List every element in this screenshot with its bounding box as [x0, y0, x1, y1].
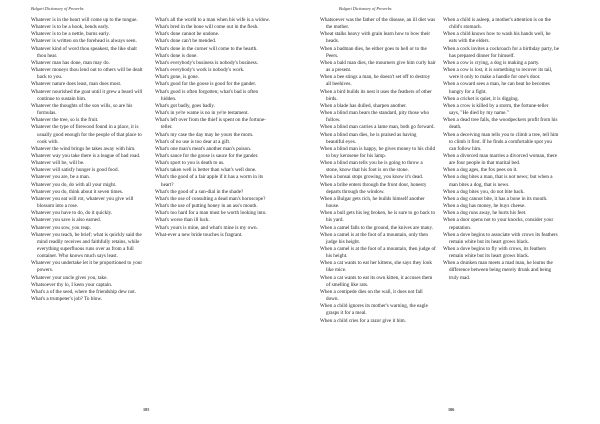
proverb-entry: Whatever is to be a hook, bends early. [31, 24, 110, 31]
running-head: Bulgari Dictionary of Proverbs [339, 6, 392, 11]
proverb-entry: Whatever you sow, you reap. [31, 224, 91, 231]
proverb-entry: What's the use of putting honey in an ass's mouth. [155, 203, 258, 210]
proverb-entry: What's one man's meat's another man's poison. [155, 145, 252, 152]
proverb-entry: When a bribe enters through the front door, honesty departs through the window. [320, 181, 427, 195]
proverb-entry: When a Bulgar gets rich, he builds himself another house. [320, 195, 425, 210]
proverb-entry: When a dead tree falls, the woodpeckers profit from his death. [443, 117, 558, 131]
proverb-entry: When a door opens not to your knocks, consider your reputation. [443, 217, 554, 231]
proverb-entry: When a cow is crying, a dog is making a party. [443, 59, 540, 66]
proverb-entry: When a cat wants to eat its own kitten, it accuses them of smelling like rats. [320, 274, 433, 288]
proverb-entry: Whatever is to be a nettle, burns early. [31, 31, 110, 38]
proverb-entry: What's done cannot be undone. [155, 31, 220, 38]
proverb-entry: Whatever the wind brings he takes away with him. [31, 145, 136, 152]
proverb-entry: Whatever you eat will rot, whatever you give will blossom into a rose. [31, 195, 134, 210]
proverb-entry: What's done in the corner will come to the hearth. [155, 45, 258, 52]
proverb-entry: What's sauce for the goose is sauce for the gander. [155, 152, 259, 159]
proverb-entry: Whatever you are, be a man. [31, 174, 90, 181]
proverb-entry: When a camel falls to the ground, the knives are many. [320, 224, 434, 231]
proverb-entry: Whatever moneys thou lend out to others will be dealt back to you. [31, 67, 143, 81]
proverb-entry: When a dog bites a man, that is not news; but when a man bites a dog, that is news. [443, 174, 553, 188]
proverb-entry: When a camel is at the foot of a mountain, only then judge his height. [320, 231, 428, 245]
proverb-entry: When a deceiving man tells you to climb a tree, tell him to climb it first. If he finds a comfortable spot you can follow him. [443, 131, 559, 152]
proverb-entry: When a badman dies, he either goes to hell or to the Peers. [320, 45, 427, 59]
proverb-entry: What's the good of a fair apple if it has a worm in its heart? [155, 174, 264, 188]
proverb-entry: Whatever nature does least, man does most. [31, 81, 122, 88]
proverb-entry: When a dog cannot bite, it has a bone in its mouth. [443, 195, 548, 202]
proverb-entry: Whatever will be, will be. [31, 160, 85, 167]
proverb-entry: Whatever you save is also earned. [31, 217, 101, 224]
proverb-entry: What's of no use is too dear at a gift. [155, 138, 231, 145]
proverb-entry: When a camel is at the foot of a mountain, then judge of his height. [320, 246, 436, 260]
proverb-entry: What's gone, is gone. [155, 74, 199, 81]
proverb-entry: What's the use of consulting a dead man's horoscope? [155, 195, 266, 202]
left-page-column-1 [31, 17, 147, 303]
proverb-entry: Whatever the thoughts of the son wills, so are his formulas. [31, 102, 133, 117]
proverb-entry: What's everybody's work is nobody's work. [155, 67, 245, 74]
proverb-entry: Wheat stalks heavy with grain learn how to bow their heads. [320, 31, 431, 45]
proverb-entry: Whatever is written on the forehead is always seen. [31, 38, 137, 45]
proverb-entry: What's a trumpeter's job? To blow. [31, 296, 103, 303]
proverb-entry: Whatever the tree, so is the fruit. [31, 117, 99, 124]
proverb-entry: When a cricket is quiet, it is digging. [443, 95, 519, 102]
proverb-entry: What's good is often forgotten; what's bad is often hidden. [155, 88, 259, 102]
proverb-entry: When a bird builds its nest it uses the feathers of other birds. [320, 88, 432, 102]
proverb-entry: What's bred in the bone will come out in the flesh. [155, 24, 259, 31]
proverb-entry: What-ever a new bride touches is fragrant. [155, 231, 243, 238]
proverb-entry: What's done is done. [155, 52, 198, 59]
proverb-entry: Whatever kind of word thou speakest, the like shalt thou hear. [31, 45, 137, 59]
proverb-entry: What's worse than ill luck. [155, 217, 210, 224]
proverb-entry: What's a of the seed, where the friendship dew not. [31, 288, 136, 295]
proverb-entry: When a dog runs away, he hurts his feet. [443, 210, 527, 217]
proverb-entry: What's done can't be mended. [155, 38, 217, 45]
proverb-entry: Whatever you have to do, do it quickly. [31, 210, 113, 217]
right-page-column-1 [320, 17, 436, 325]
proverb-entry: Whatever you teach, be brief; what is quickly said the mind readily receives and faithfully retains, while everything superfluous runs over as from a full container. Who knows much says least. [31, 231, 142, 260]
proverb-entry: When a dog ages, the fox pees on it. [443, 167, 518, 174]
proverb-entry: Whatever you do, think about it seven times. [31, 188, 124, 195]
proverb-entry: What's too hard for a man must be worth looking into. [155, 210, 267, 217]
proverb-entry: What's everybody's business is nobody's business. [155, 59, 259, 66]
proverb-entry: What's yours is mine, and what's mine is my own. [155, 224, 258, 231]
proverb-entry: When a blade has dulled, sharpen another. [320, 102, 407, 109]
proverb-entry: What's in ye're wame is no in ye're testament. [155, 110, 249, 117]
proverb-entry: When a blind man tells you he is going to throw a stone, know that his foot is on the stone. [320, 160, 423, 174]
proverb-entry: When a coward sees a man, he can beat he becomes hungry for a fight. [443, 81, 550, 95]
proverb-entry: When a child knows how to wash his hands well, he eats with the elders. [443, 31, 551, 45]
proverb-entry: What's sport to you is death to us. [155, 160, 225, 167]
proverb-entry: When a bonsai stops growing, you know it's dead. [320, 174, 424, 181]
proverb-entry: What's good for the goose is good for the gander. [155, 81, 257, 88]
proverb-entry: Whatever you undertake let it be proportioned to your powers. [31, 260, 143, 274]
proverb-entry: When a divorced man marries a divorced woman, there are four people in that marital bed. [443, 152, 558, 167]
proverb-entry: When a cat wants to eat her kittens, she says they look like mice. [320, 260, 432, 274]
proverb-entry: Whatever nourished the goat until it grew a beard will continue to sustain him. [31, 88, 143, 102]
proverb-entry: Whatever will satisfy hunger is good food. [31, 167, 119, 174]
proverb-entry: When a dove begins to fly with crows, its feathers remain white but its heart grows black. [443, 246, 547, 260]
proverb-entry: Whatsoever was the father of the disease, an ill diet was the mother. [320, 17, 436, 31]
proverb-entry: Whatever way you take there is a league of bad road. [31, 152, 141, 159]
proverb-entry: When a dove begins to associate with crows its feathers remain white but its heart grows black. [443, 231, 558, 245]
proverb-entry: When a child ignores its mother's warning, the eagle grasps it for a meal. [320, 303, 428, 317]
proverb-entry: Whatever you do, do with all your might. [31, 181, 117, 188]
proverb-entry: When a bald man dies, the mourners give him curly hair as a present. [320, 59, 436, 74]
proverb-entry: What's my case the day may be yours the morn. [155, 131, 254, 138]
proverb-entry: Whatever man has done, man may do. [31, 59, 110, 66]
proverb-entry: When a blind man is happy, he gives money to his child to buy kerosene for his lamp. [320, 145, 436, 159]
proverb-entry: Whatever is in the heart will come up to the tongue. [31, 17, 138, 23]
right-page-column-2 [443, 17, 559, 282]
page-number: 105 [143, 407, 150, 412]
proverb-entry: When a dog has money, he buys cheese. [443, 203, 526, 210]
proverb-entry: When a blind man bears the standard, pity those who follow. [320, 110, 430, 124]
proverb-entry: What's got badly, goes badly. [155, 102, 215, 109]
proverb-entry: When a child is asleep, a mother's attention is on the child's stomach. [443, 17, 551, 31]
page-number: 106 [448, 407, 455, 412]
proverb-entry: When a bee stings a man, he doesn't set off to destroy all beehives. [320, 74, 431, 88]
proverb-entry: When a centipede dies on the wall, it does not fall down. [320, 288, 423, 303]
proverb-entry: Whatever your uncle gives you, take. [31, 274, 108, 281]
proverb-entry: When a drunken man meets a mad man, he learns the difference between being merely drunk and being truly mad. [443, 260, 553, 281]
right-page [308, 0, 600, 424]
proverb-entry: What's the good of a sun-dial in the shade? [155, 188, 244, 195]
proverb-entry: When a cock invites a cockroach for a birthday party, he has prepared dinner for himself. [443, 45, 559, 59]
proverb-entry: When a crow is killed by a storm, the fortune-teller says, "He died by my name." [443, 102, 549, 117]
proverb-entry: What's all the world to a man when his wife is a widow. [155, 17, 270, 23]
proverb-entry: Whatsoever thy lo, I keen your captain. [31, 281, 113, 288]
left-page [0, 0, 292, 424]
proverb-entry: Whatever the type of firewood found in a place, it is usually good enough for the people of that place to cook with. [31, 124, 142, 145]
proverb-entry: When a child cries for a razor give it him. [320, 317, 406, 324]
proverb-entry: When a dog bites you, do not bite back. [443, 188, 525, 195]
running-head: Bulgari Dictionary of Proverbs [31, 6, 84, 11]
left-page-column-2 [155, 17, 271, 239]
proverb-entry: When a blind man carries a lame man, both go forward. [320, 124, 435, 131]
proverb-entry: When a bull gets his leg broken, he is sure to go back to his yard. [320, 210, 436, 224]
proverb-entry: What's taken well is better than what's well done. [155, 167, 257, 174]
proverb-entry: When a cow is lost, it is something to recover its tail, were it only to make a handle for one's door. [443, 67, 553, 81]
proverb-entry: What's left over from the thief is spent on the fortune-teller. [155, 117, 266, 131]
proverb-entry: When a blind man dies, he is praised as having beautiful eyes. [320, 131, 417, 145]
